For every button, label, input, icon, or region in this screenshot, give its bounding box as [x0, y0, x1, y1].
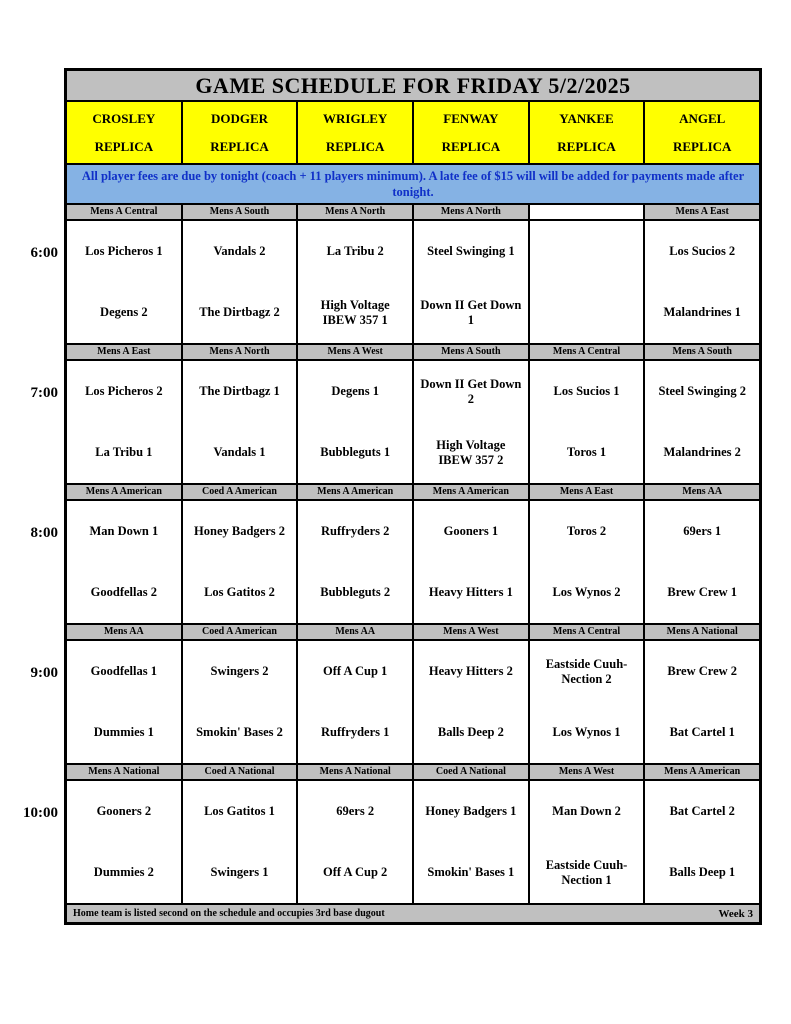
game-cell: [183, 501, 299, 623]
away-team: 69ers 2: [336, 804, 375, 818]
division-row: [67, 625, 759, 641]
field-type: REPLICA: [557, 138, 616, 154]
game-cell: [298, 361, 414, 483]
games-row: [67, 781, 759, 905]
game-cell: [645, 781, 759, 903]
time-block-700: [67, 345, 759, 485]
division-label: Mens A West: [414, 625, 530, 639]
game-cell: [183, 361, 299, 483]
home-team: Dummies 2: [93, 865, 154, 879]
division-label: Mens A National: [645, 625, 759, 639]
game-cell: [530, 781, 646, 903]
division-label: Mens A North: [183, 345, 299, 359]
field-type: REPLICA: [325, 138, 385, 154]
division-label: Mens A North: [298, 205, 414, 219]
division-label: Mens A American: [645, 765, 759, 779]
field-header-fenway: [414, 102, 530, 163]
time-label-1000: 10:00: [23, 805, 58, 821]
home-team: Smokin' Bases 2: [196, 725, 283, 739]
division-label: Mens A American: [298, 485, 414, 499]
home-team: Goodfellas 2: [90, 585, 157, 599]
home-team: Los Gatitos 2: [204, 585, 275, 599]
division-label: Mens A West: [530, 765, 646, 779]
away-team: Down II Get Down 2: [420, 376, 522, 406]
game-cell: [414, 641, 530, 763]
fees-notice: All player fees are due by tonight (coach + 11 players minimum). A late fee of $15 will will be added for payments made after tonight.: [67, 165, 759, 205]
division-label: Coed A American: [183, 625, 299, 639]
division-label: Mens A South: [414, 345, 530, 359]
away-team: Vandals 2: [213, 244, 266, 258]
footer-bar: [67, 905, 759, 922]
home-team: Los Wynos 2: [552, 585, 621, 599]
game-cell: [183, 221, 299, 343]
division-label: Mens AA: [645, 485, 759, 499]
division-label: Mens A National: [67, 765, 183, 779]
games-row: [67, 501, 759, 625]
home-team: La Tribu 1: [95, 445, 153, 459]
game-cell: [67, 501, 183, 623]
away-team: Los Picheros 2: [85, 384, 163, 398]
game-cell: [298, 781, 414, 903]
away-team: Los Gatitos 1: [204, 804, 275, 818]
home-team: Off A Cup 2: [323, 865, 388, 879]
game-cell: [67, 221, 183, 343]
away-team: Los Sucios 2: [669, 244, 736, 258]
game-cell: [645, 361, 759, 483]
away-team: Brew Crew 2: [667, 664, 738, 678]
away-team: The Dirtbagz 1: [199, 384, 280, 398]
division-label: Mens AA: [67, 625, 183, 639]
games-row: [67, 361, 759, 485]
game-cell: [414, 501, 530, 623]
field-name: ANGEL: [679, 110, 726, 126]
away-team: Degens 1: [331, 384, 379, 398]
away-team: Honey Badgers 2: [194, 524, 285, 538]
away-team: Honey Badgers 1: [425, 804, 517, 818]
home-team-note: Home team is listed second on the schedule and occupies 3rd base dugout: [73, 908, 385, 919]
schedule-table: [64, 68, 762, 925]
away-team: Steel Swinging 2: [658, 384, 746, 398]
division-label-empty: [530, 205, 646, 219]
home-team: High Voltage IBEW 357 2: [436, 437, 506, 467]
game-cell: [645, 641, 759, 763]
field-header-row: [67, 102, 759, 165]
time-block-1000: [67, 765, 759, 905]
division-label: Mens A East: [530, 485, 646, 499]
away-team: Gooners 2: [96, 804, 152, 818]
game-cell: [298, 221, 414, 343]
home-team: Swingers 1: [210, 865, 269, 879]
time-label-800: 8:00: [30, 525, 58, 541]
game-cell: [67, 641, 183, 763]
home-team: Toros 1: [566, 445, 607, 459]
home-team: Ruffryders 1: [320, 725, 390, 739]
game-cell: [645, 501, 759, 623]
home-team: Malandrines 1: [663, 305, 741, 319]
home-team: Smokin' Bases 1: [427, 865, 515, 879]
division-label: Mens A Central: [67, 205, 183, 219]
away-team: Off A Cup 1: [323, 664, 388, 678]
division-label: Mens AA: [298, 625, 414, 639]
time-block-600: [67, 205, 759, 345]
game-cell: [298, 501, 414, 623]
field-header-wrigley: [298, 102, 414, 163]
home-team: Down II Get Down 1: [420, 297, 522, 327]
away-team: Steel Swinging 1: [427, 244, 515, 258]
division-label: Coed A National: [183, 765, 299, 779]
home-team: High Voltage IBEW 357 1: [320, 297, 390, 327]
division-label: Mens A South: [645, 345, 759, 359]
home-team: Eastside Cuuh-Nection 1: [545, 857, 628, 887]
division-label: Coed A American: [183, 485, 299, 499]
home-team: [530, 282, 644, 343]
time-label-700: 7:00: [30, 385, 58, 401]
away-team: Toros 2: [566, 524, 607, 538]
game-cell: [414, 221, 530, 343]
game-cell-empty: [530, 221, 646, 343]
away-team: Eastside Cuuh-Nection 2: [545, 656, 628, 686]
away-team: Man Down 1: [89, 524, 159, 538]
game-cell: [645, 221, 759, 343]
division-label: Mens A East: [645, 205, 759, 219]
home-team: The Dirtbagz 2: [199, 305, 280, 319]
field-header-angel: [645, 102, 759, 163]
away-team: 69ers 1: [683, 524, 722, 538]
field-header-crosley: [67, 102, 183, 163]
home-team: Bat Cartel 1: [669, 725, 735, 739]
field-header-dodger: [183, 102, 299, 163]
game-cell: [414, 361, 530, 483]
game-cell: [183, 781, 299, 903]
home-team: Balls Deep 1: [669, 865, 736, 879]
field-type: REPLICA: [94, 138, 154, 154]
division-row: [67, 485, 759, 501]
field-name: FENWAY: [443, 110, 499, 126]
game-cell: [183, 641, 299, 763]
away-team: Gooners 1: [443, 524, 499, 538]
time-block-800: [67, 485, 759, 625]
field-name: WRIGLEY: [323, 110, 388, 126]
away-team: Heavy Hitters 2: [428, 664, 513, 678]
division-label: Mens A Central: [530, 345, 646, 359]
field-type: REPLICA: [210, 138, 269, 154]
game-cell: [530, 361, 646, 483]
page-title: GAME SCHEDULE FOR FRIDAY 5/2/2025: [67, 71, 759, 102]
division-label: Mens A North: [414, 205, 530, 219]
division-row: [67, 765, 759, 781]
away-team: Swingers 2: [210, 664, 269, 678]
division-label: Mens A East: [67, 345, 183, 359]
time-label-600: 6:00: [30, 245, 58, 261]
field-type: REPLICA: [672, 138, 732, 154]
field-name: YANKEE: [559, 110, 614, 126]
home-team: Malandrines 2: [663, 445, 741, 459]
home-team: Heavy Hitters 1: [428, 585, 513, 599]
away-team: Goodfellas 1: [90, 664, 157, 678]
home-team: Degens 2: [100, 305, 148, 319]
division-row: [67, 345, 759, 361]
home-team: Brew Crew 1: [667, 585, 738, 599]
division-label: Mens A American: [414, 485, 530, 499]
time-block-900: [67, 625, 759, 765]
away-team: Bat Cartel 2: [669, 804, 735, 818]
home-team: Bubbleguts 1: [320, 445, 391, 459]
division-label: Mens A American: [67, 485, 183, 499]
game-cell: [530, 641, 646, 763]
game-cell: [298, 641, 414, 763]
games-row: [67, 221, 759, 345]
home-team: Bubbleguts 2: [320, 585, 391, 599]
division-label: Mens A South: [183, 205, 299, 219]
division-row: [67, 205, 759, 221]
home-team: Dummies 1: [93, 725, 154, 739]
week-label: Week 3: [718, 907, 753, 920]
away-team: Ruffryders 2: [320, 524, 390, 538]
division-label: Mens A National: [298, 765, 414, 779]
away-team: Los Sucios 1: [553, 384, 620, 398]
division-label: Coed A National: [414, 765, 530, 779]
home-team: Vandals 1: [213, 445, 266, 459]
game-cell: [67, 781, 183, 903]
field-header-yankee: [530, 102, 646, 163]
away-team: Man Down 2: [552, 804, 621, 818]
home-team: Los Wynos 1: [552, 725, 621, 739]
games-row: [67, 641, 759, 765]
time-label-900: 9:00: [30, 665, 58, 681]
field-name: CROSLEY: [92, 110, 156, 126]
game-cell: [530, 501, 646, 623]
home-team: Balls Deep 2: [437, 725, 504, 739]
field-type: REPLICA: [441, 138, 501, 154]
away-team: Los Picheros 1: [85, 244, 163, 258]
division-label: Mens A Central: [530, 625, 646, 639]
away-team: [530, 221, 644, 282]
field-name: DODGER: [210, 110, 269, 126]
division-label: Mens A West: [298, 345, 414, 359]
game-cell: [414, 781, 530, 903]
game-cell: [67, 361, 183, 483]
away-team: La Tribu 2: [326, 244, 384, 258]
